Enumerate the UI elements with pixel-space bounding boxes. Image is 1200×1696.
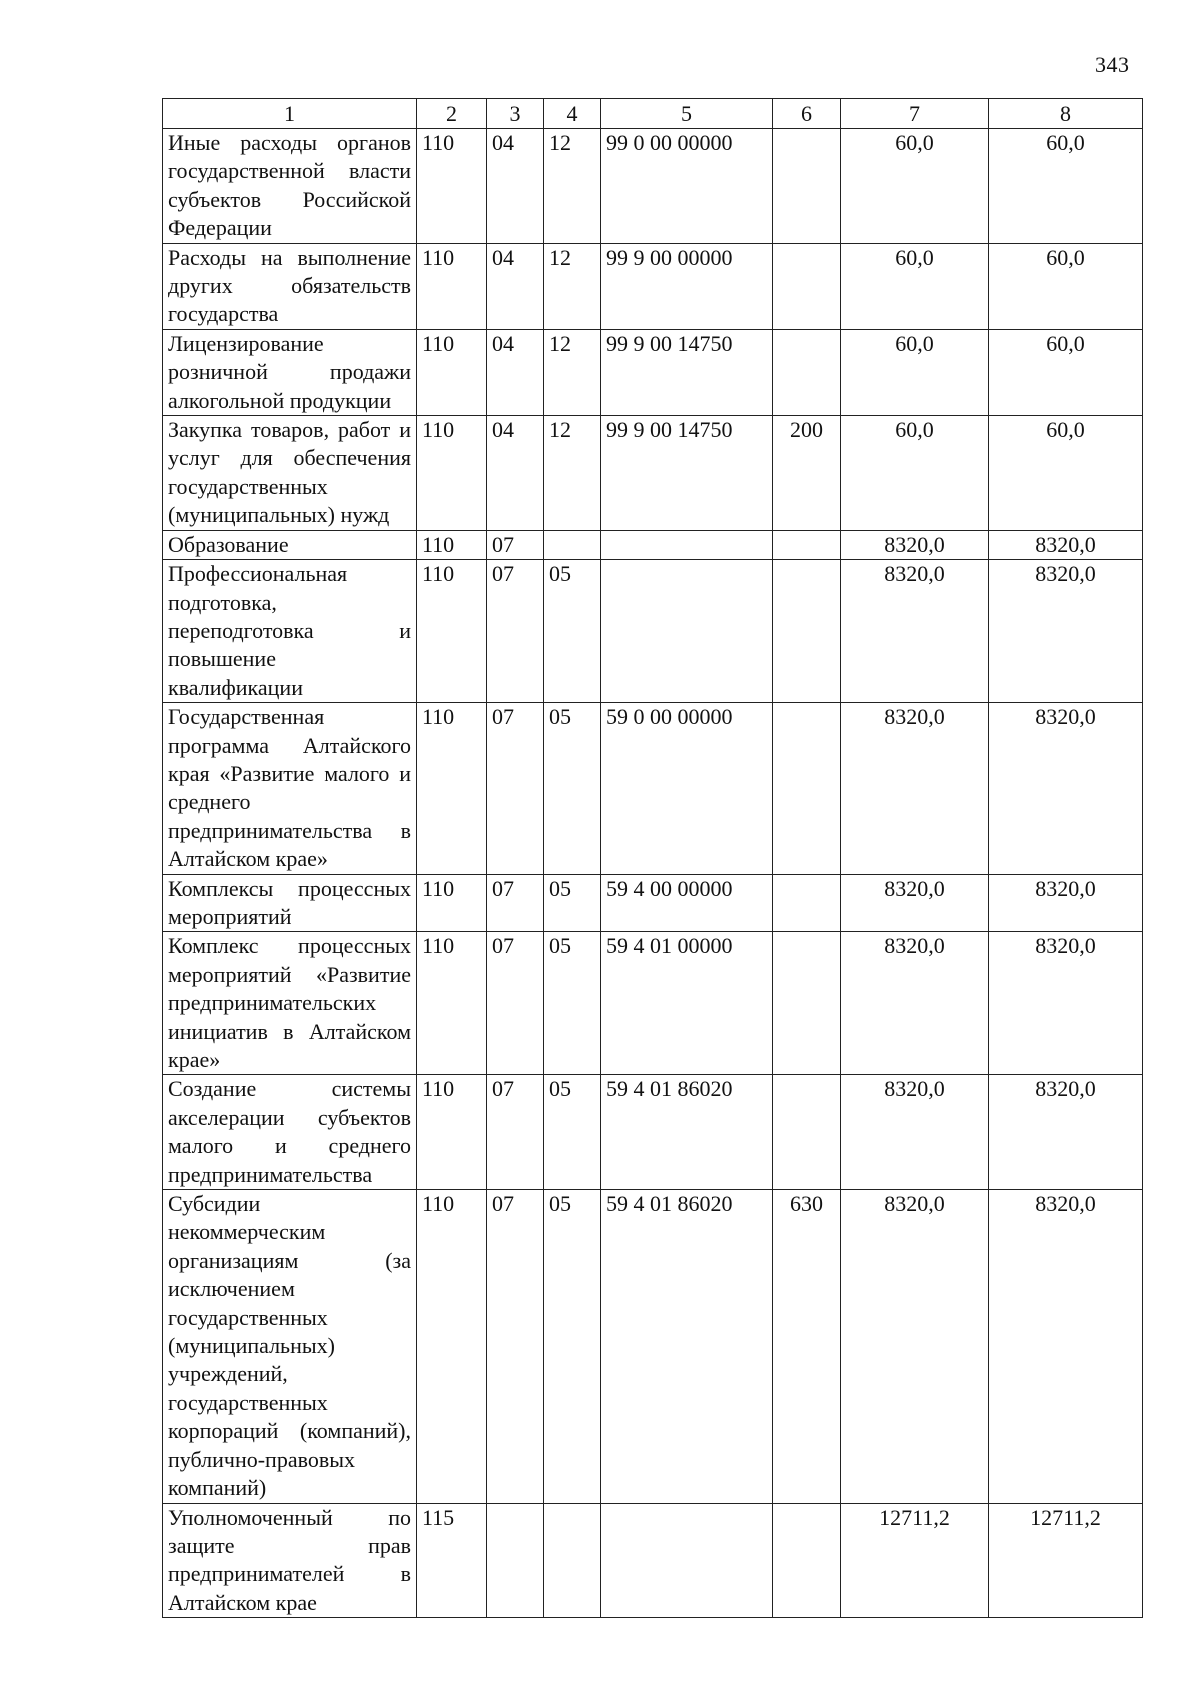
table-row	[163, 874, 1143, 932]
section-code: 07	[487, 560, 544, 703]
target-article-code: 99 0 00 00000	[601, 129, 773, 244]
section-code: 07	[487, 703, 544, 874]
target-article-code: 59 4 01 86020	[601, 1190, 773, 1503]
admin-code: 110	[417, 329, 487, 415]
target-article-code: 59 4 00 00000	[601, 874, 773, 932]
subsection-code: 05	[544, 560, 601, 703]
target-article-code: 99 9 00 00000	[601, 243, 773, 329]
section-code: 07	[487, 1190, 544, 1503]
amount-col-8: 60,0	[989, 129, 1143, 244]
subsection-code: 05	[544, 874, 601, 932]
expense-type-code	[773, 530, 841, 559]
expense-type-code	[773, 874, 841, 932]
target-article-code: 59 4 01 00000	[601, 932, 773, 1075]
admin-code: 110	[417, 703, 487, 874]
row-name: Государственная программа Алтайского края «Развитие малого и среднего предпринимательства в Алтайском крае»	[163, 703, 417, 874]
row-name: Субсидии некоммерческим организациям (за исключением государственных (муниципальных) учреждений, государственных корпораций (компаний), публично-правовых компаний)	[163, 1190, 417, 1503]
table-row	[163, 1075, 1143, 1190]
amount-col-7: 8320,0	[841, 703, 989, 874]
table-row	[163, 329, 1143, 415]
table-row	[163, 560, 1143, 703]
table-row	[163, 703, 1143, 874]
expense-type-code	[773, 703, 841, 874]
section-code: 04	[487, 416, 544, 531]
admin-code: 110	[417, 243, 487, 329]
row-name: Расходы на выполнение других обязательств государства	[163, 243, 417, 329]
amount-col-7: 8320,0	[841, 932, 989, 1075]
amount-col-8: 12711,2	[989, 1503, 1143, 1618]
expense-type-code	[773, 1503, 841, 1618]
row-name: Иные расходы органов государственной власти субъектов Российской Федерации	[163, 129, 417, 244]
target-article-code: 99 9 00 14750	[601, 416, 773, 531]
column-header: 4	[544, 99, 601, 129]
column-header: 1	[163, 99, 417, 129]
admin-code: 115	[417, 1503, 487, 1618]
target-article-code	[601, 1503, 773, 1618]
amount-col-7: 8320,0	[841, 1190, 989, 1503]
amount-col-8: 60,0	[989, 416, 1143, 531]
subsection-code: 05	[544, 932, 601, 1075]
column-header: 7	[841, 99, 989, 129]
section-code: 07	[487, 874, 544, 932]
header-row	[163, 99, 1143, 129]
amount-col-7: 60,0	[841, 329, 989, 415]
column-header: 5	[601, 99, 773, 129]
subsection-code: 05	[544, 1190, 601, 1503]
table-row	[163, 1190, 1143, 1503]
expense-type-code	[773, 243, 841, 329]
expense-type-code	[773, 1075, 841, 1190]
section-code: 07	[487, 530, 544, 559]
page-number: 343	[1095, 52, 1130, 77]
admin-code: 110	[417, 874, 487, 932]
amount-col-8: 8320,0	[989, 530, 1143, 559]
section-code: 07	[487, 932, 544, 1075]
subsection-code: 12	[544, 416, 601, 531]
amount-col-8: 8320,0	[989, 1190, 1143, 1503]
admin-code: 110	[417, 560, 487, 703]
amount-col-7: 60,0	[841, 243, 989, 329]
row-name: Создание системы акселерации субъектов малого и среднего предпринимательства	[163, 1075, 417, 1190]
column-header: 6	[773, 99, 841, 129]
expense-type-code	[773, 932, 841, 1075]
amount-col-7: 12711,2	[841, 1503, 989, 1618]
amount-col-8: 60,0	[989, 243, 1143, 329]
amount-col-7: 60,0	[841, 129, 989, 244]
row-name: Закупка товаров, работ и услуг для обеспечения государственных (муниципальных) нужд	[163, 416, 417, 531]
amount-col-7: 8320,0	[841, 560, 989, 703]
column-header: 3	[487, 99, 544, 129]
row-name: Комплекс процессных мероприятий «Развитие предпринимательских инициатив в Алтайском крае»	[163, 932, 417, 1075]
subsection-code: 05	[544, 703, 601, 874]
expense-type-code: 630	[773, 1190, 841, 1503]
amount-col-8: 60,0	[989, 329, 1143, 415]
amount-col-7: 60,0	[841, 416, 989, 531]
target-article-code: 59 4 01 86020	[601, 1075, 773, 1190]
admin-code: 110	[417, 1075, 487, 1190]
row-name: Образование	[163, 530, 417, 559]
subsection-code	[544, 1503, 601, 1618]
amount-col-8: 8320,0	[989, 874, 1143, 932]
table-row	[163, 1503, 1143, 1618]
amount-col-7: 8320,0	[841, 874, 989, 932]
row-name: Комплексы процессных мероприятий	[163, 874, 417, 932]
amount-col-7: 8320,0	[841, 530, 989, 559]
section-code: 07	[487, 1075, 544, 1190]
subsection-code	[544, 530, 601, 559]
subsection-code: 12	[544, 243, 601, 329]
target-article-code: 59 0 00 00000	[601, 703, 773, 874]
expense-type-code	[773, 129, 841, 244]
section-code: 04	[487, 243, 544, 329]
row-name: Уполномоченный по защите прав предпринимателей в Алтайском крае	[163, 1503, 417, 1618]
budget-table	[162, 98, 1143, 1618]
subsection-code: 12	[544, 329, 601, 415]
expense-type-code	[773, 329, 841, 415]
table-row	[163, 243, 1143, 329]
table-row	[163, 932, 1143, 1075]
subsection-code: 05	[544, 1075, 601, 1190]
target-article-code	[601, 560, 773, 703]
amount-col-8: 8320,0	[989, 1075, 1143, 1190]
column-header: 2	[417, 99, 487, 129]
admin-code: 110	[417, 1190, 487, 1503]
expense-type-code	[773, 560, 841, 703]
amount-col-7: 8320,0	[841, 1075, 989, 1190]
target-article-code	[601, 530, 773, 559]
admin-code: 110	[417, 530, 487, 559]
amount-col-8: 8320,0	[989, 703, 1143, 874]
subsection-code: 12	[544, 129, 601, 244]
table-row	[163, 530, 1143, 559]
row-name: Профессиональная подготовка, переподготовка и повышение квалификации	[163, 560, 417, 703]
row-name: Лицензирование розничной продажи алкогольной продукции	[163, 329, 417, 415]
section-code: 04	[487, 329, 544, 415]
admin-code: 110	[417, 932, 487, 1075]
section-code	[487, 1503, 544, 1618]
section-code: 04	[487, 129, 544, 244]
column-header: 8	[989, 99, 1143, 129]
expense-type-code: 200	[773, 416, 841, 531]
admin-code: 110	[417, 129, 487, 244]
amount-col-8: 8320,0	[989, 932, 1143, 1075]
table-row	[163, 416, 1143, 531]
admin-code: 110	[417, 416, 487, 531]
amount-col-8: 8320,0	[989, 560, 1143, 703]
table-row	[163, 129, 1143, 244]
target-article-code: 99 9 00 14750	[601, 329, 773, 415]
